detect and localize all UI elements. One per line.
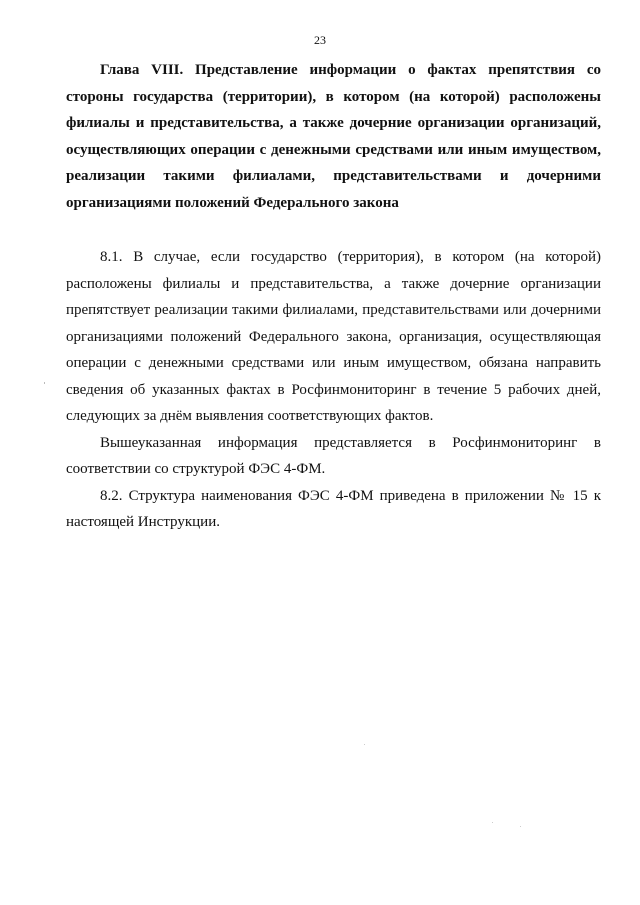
- paragraph-8-2: 8.2. Структура наименования ФЭС 4-ФМ приведена в приложении № 15 к настоящей Инструкции.: [66, 487, 601, 530]
- chapter-heading: Глава VIII. Представление информации о фактах препятствия со стороны государства (территории), в котором (на которой) расположены филиалы и представительства, а также дочерние организации организаций, осуществляющих операции с денежными средствами или иным имуществом, реализации такими филиалами, представительствами и дочерними организациями положений Федерального закона: [66, 62, 601, 211]
- page-number: 23: [314, 33, 326, 47]
- speck-mark: [520, 826, 521, 827]
- speck-mark: [44, 382, 45, 384]
- speck-mark: [492, 822, 493, 823]
- document-body: [66, 57, 601, 536]
- spacer: [66, 216, 601, 244]
- speck-mark: [364, 744, 365, 745]
- paragraph-info-submission: Вышеуказанная информация представляется в Росфинмониторинг в соответствии со структурой ФЭС 4-ФМ.: [66, 434, 601, 477]
- paragraph-8-1: 8.1. В случае, если государство (территория), в котором (на которой) расположены филиалы и представительства, а также дочерние организации препятствует реализации такими филиалами, представительствами или дочерними организациями положений Федерального закона, организация, осуществляющая операции с денежными средствами или иным имуществом, обязана направить сведения об указанных фактах в Росфинмониторинг в течение 5 рабочих дней, следующих за днём выявления соответствующих фактов.: [66, 249, 601, 424]
